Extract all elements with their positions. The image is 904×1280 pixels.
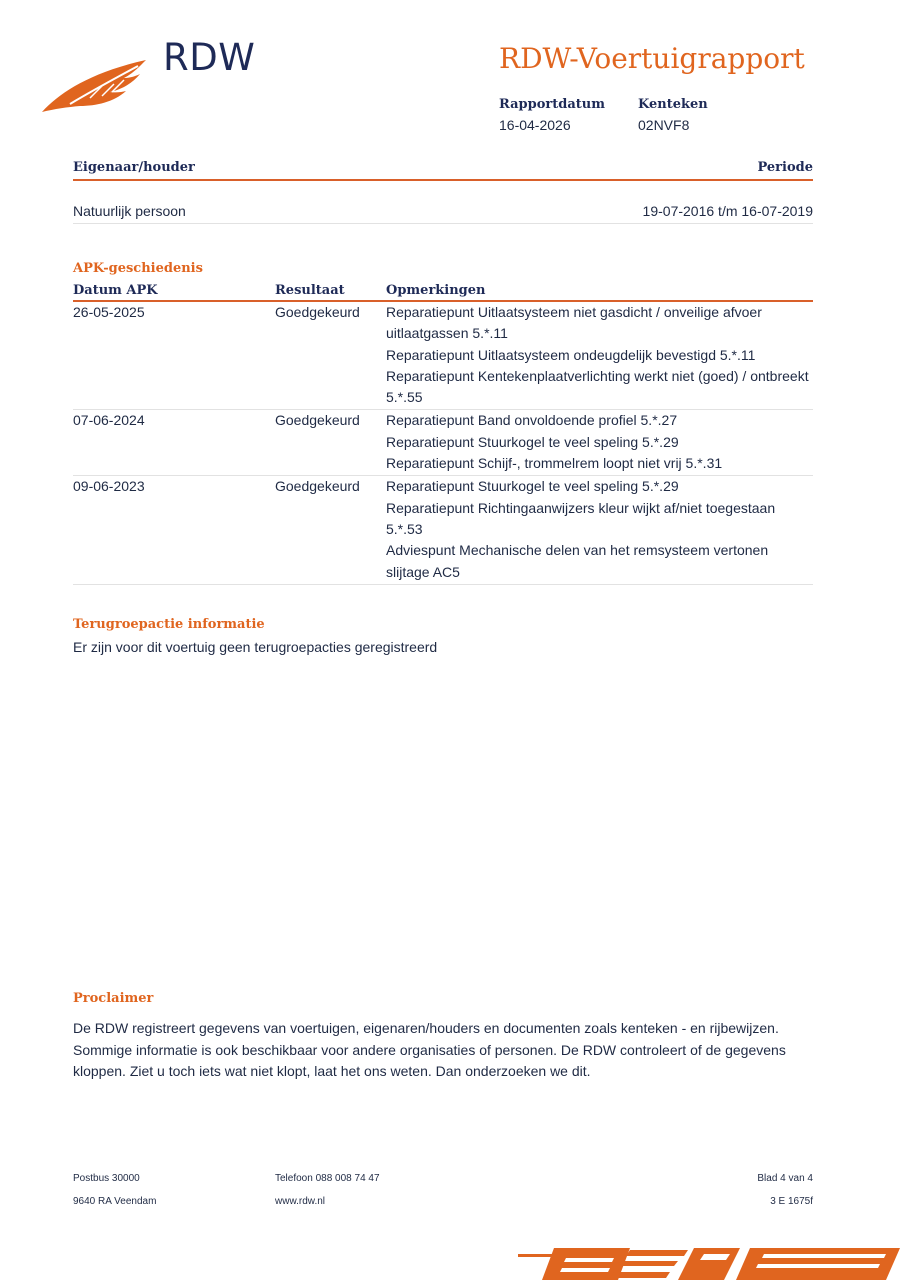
table-row [73, 410, 813, 476]
proclaimer-section-title: Proclaimer [73, 991, 154, 1006]
apk-date: 07-06-2024 [73, 412, 145, 429]
apk-date: 09-06-2023 [73, 478, 145, 495]
footer-phone: Telefoon 088 008 74 47 [275, 1173, 380, 1184]
apk-remark: Adviespunt Mechanische delen van het remsysteem vertonen slijtage AC5 [386, 542, 769, 580]
apk-result: Goedgekeurd [275, 478, 360, 495]
plate-block [638, 97, 708, 133]
proclaimer-text: De RDW registreert gegevens van voertuigen, eigenaren/houders en documenten zoals kenteken - en rijbewijzen. Sommige informatie is ook beschikbaar voor andere organisaties of personen. De RDW controleert of de gegevens kloppen. Ziet u toch iets wat niet klopt, laat het ons weten. Dan onderzoeken we dit. [73, 1020, 786, 1079]
owner-value: Natuurlijk persoon [73, 203, 186, 219]
apk-remark: Reparatiepunt Band onvoldoende profiel 5.*.27 [386, 412, 678, 429]
recall-text: Er zijn voor dit voertuig geen terugroepacties geregistreerd [73, 639, 438, 655]
apk-remark: Reparatiepunt Kentekenplaatverlichting werkt niet (goed) / ontbreekt 5.*.55 [386, 367, 809, 406]
report-date-label: Rapportdatum [499, 97, 605, 112]
footer-city: 9640 RA Veendam [73, 1196, 157, 1207]
apk-table [73, 283, 813, 585]
apk-remark: Reparatiepunt Uitlaatsysteem niet gasdicht / onveilige afvoer uitlaatgassen 5.*.11 [386, 304, 762, 342]
footer-website: www.rdw.nl [275, 1196, 326, 1207]
plate-value: 02NVF8 [638, 117, 690, 133]
logo-wordmark: RDW [163, 36, 256, 79]
apk-result: Goedgekeurd [275, 412, 360, 429]
plate-label: Kenteken [638, 97, 708, 112]
footer-postbus: Postbus 30000 [73, 1173, 140, 1184]
apk-table-header [73, 283, 813, 302]
apk-remarks [386, 476, 813, 582]
footer-page-number: Blad 4 van 4 [757, 1173, 813, 1184]
period-value: 19-07-2016 t/m 16-07-2019 [642, 203, 813, 219]
apk-remark: Reparatiepunt Schijf-, trommelrem loopt niet vrij 5.*.31 [386, 455, 723, 472]
apk-remark: Reparatiepunt Richtingaanwijzers kleur wijkt af/niet toegestaan 5.*.53 [386, 499, 776, 537]
apk-result: Goedgekeurd [275, 304, 360, 320]
apk-section-title: APK-geschiedenis [73, 261, 203, 276]
report-date-block [499, 97, 605, 133]
period-label: Periode [757, 160, 813, 175]
apk-remark: Reparatiepunt Uitlaatsysteem ondeugdelijk bevestigd 5.*.11 [386, 346, 756, 363]
orange-stripes-icon [518, 1244, 904, 1280]
owner-row [73, 203, 813, 219]
apk-col-result: Resultaat [275, 283, 345, 298]
apk-col-date: Datum APK [73, 283, 158, 298]
recall-section-title: Terugroepactie informatie [73, 617, 265, 632]
footer-code: 3 E 1675f [770, 1196, 813, 1207]
document-title: RDW-Voertuigrapport [499, 42, 805, 75]
apk-remarks [386, 410, 813, 474]
owner-header [73, 160, 813, 175]
apk-remark: Reparatiepunt Stuurkogel te veel speling 5.*.29 [386, 478, 679, 495]
apk-remark: Reparatiepunt Stuurkogel te veel speling 5.*.29 [386, 433, 679, 450]
owner-divider [73, 179, 813, 181]
owner-row-divider [73, 223, 813, 224]
rdw-logo-icon [40, 56, 150, 114]
apk-date: 26-05-2025 [73, 304, 145, 320]
table-row [73, 302, 813, 410]
report-date-value: 16-04-2026 [499, 117, 571, 133]
owner-label: Eigenaar/houder [73, 160, 195, 175]
table-row [73, 476, 813, 584]
apk-col-remarks: Opmerkingen [386, 283, 486, 298]
apk-remarks [386, 302, 813, 408]
